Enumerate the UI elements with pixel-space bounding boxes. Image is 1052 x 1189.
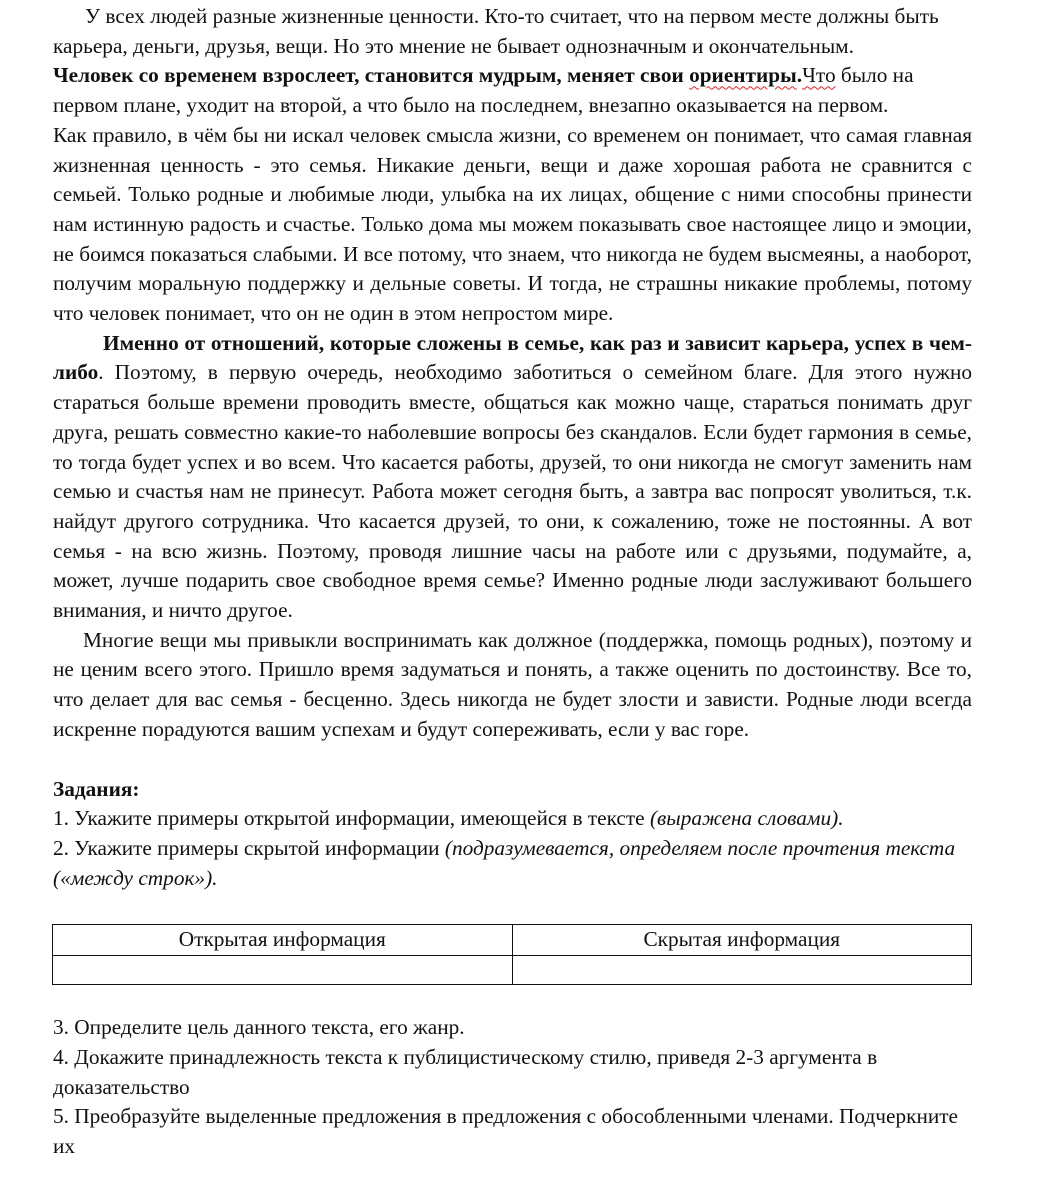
table-header-open-info: Открытая информация — [53, 925, 513, 956]
tasks-heading: Задания: — [53, 776, 140, 801]
task-3: 3. Определите цель данного текста, его жанр. — [53, 1015, 465, 1040]
task-2: 2. Укажите примеры скрытой информации (подразумевается, определяем после прочтения текста («между строк»). — [53, 835, 956, 890]
table-cell-open-info[interactable] — [53, 956, 513, 985]
paragraph-1-rest: было на первом плане, уходит на второй, а что было на последнем, внезапно оказывается на первом. — [53, 63, 914, 118]
spacer — [53, 893, 972, 924]
spellcheck-underline: ориентиры — [689, 63, 797, 88]
paragraph-4: Многие вещи мы привыкли воспринимать как должное (поддержка, помощь родных), поэтому и не ценим всего этого. Пришло время задуматься и понять, а также оценить по достоинству. Все то, что делает для вас семья - бесценно. Здесь никогда не будет злости и зависти. Родные люди всегда искренне порадуются вашим успехам и будут сопереживать, если у вас горе. — [53, 627, 972, 741]
paragraph-1 — [53, 2, 972, 121]
task-4: 4. Докажите принадлежность текста к публицистическому стилю, приведя 2-3 аргумента в доказательство — [53, 1044, 878, 1099]
task-1: 1. Укажите примеры открытой информации, имеющейся в тексте (выражена словами). — [53, 806, 844, 831]
spacer — [53, 745, 972, 775]
paragraph-3 — [53, 329, 972, 626]
table-header-hidden-info: Скрытая информация — [512, 925, 972, 956]
paragraph-1-intro: У всех людей разные жизненные ценности. Кто-то считает, что на первом месте должны быть карьера, деньги, друзья, вещи. Но это мнение не бывает однозначным и окончательным. — [53, 4, 939, 58]
paragraph-3-rest: . Поэтому, в первую очередь, необходимо заботиться о семейном благе. Для этого нужно стараться больше времени проводить вместе, общаться как можно чаще, стараться понимать друг друга, решать совместно какие-то наболевшие вопросы без скандалов. Если будет гармония в семье, то тогда будет успех и во всем. Что касается работы, друзей, то они никогда не смогут заменить нам семью и счастья нам не принесут. Работа может сегодня быть, а завтра вас попросят уволиться, т.к. найдут другого сотрудника. Что касается друзей, то они, к сожалению, тоже не постоянны. А вот семья - на всю жизнь. Поэтому, проводя лишние часы на работе или с друзьями, подумайте, а, может, лучше подарить свое свободное время семье? Именно родные люди заслуживают большего внимания, и ничто другое. — [53, 360, 972, 623]
highlighted-sentence-1: Человек со временем взрослеет, становится мудрым, меняет свои ориентиры. — [53, 63, 803, 88]
information-table — [52, 924, 972, 985]
spellcheck-underline-tail: Что — [802, 63, 836, 88]
highlighted-sentence-2: Именно от отношений, которые сложены в семье, как раз и зависит карьера, успех в чем-либо — [53, 330, 972, 385]
paragraph-2: Как правило, в чём бы ни искал человек смысла жизни, со временем он понимает, что самая главная жизненная ценность - это семья. Никакие деньги, вещи и даже хорошая работа не сравнится с семьей. Только родные и любимые люди, улыбка на их лицах, общение с ними способны принести нам истинную радость и счастье. Только дома мы можем показывать свое настоящее лицо и эмоции, не боимся показаться слабыми. И все потому, что знаем, что никогда не будем высмеяны, а наоборот, получим моральную поддержку и дельные советы. И тогда, не страшны никакие проблемы, потому что человек понимает, что он не один в этом непростом мире. — [53, 122, 972, 326]
task-5: 5. Преобразуйте выделенные предложения в предложения с обособленными членами. Подчеркните их — [53, 1104, 959, 1158]
spacer — [53, 985, 972, 1013]
table-cell-hidden-info[interactable] — [512, 956, 972, 985]
document-page — [53, 2, 972, 1162]
